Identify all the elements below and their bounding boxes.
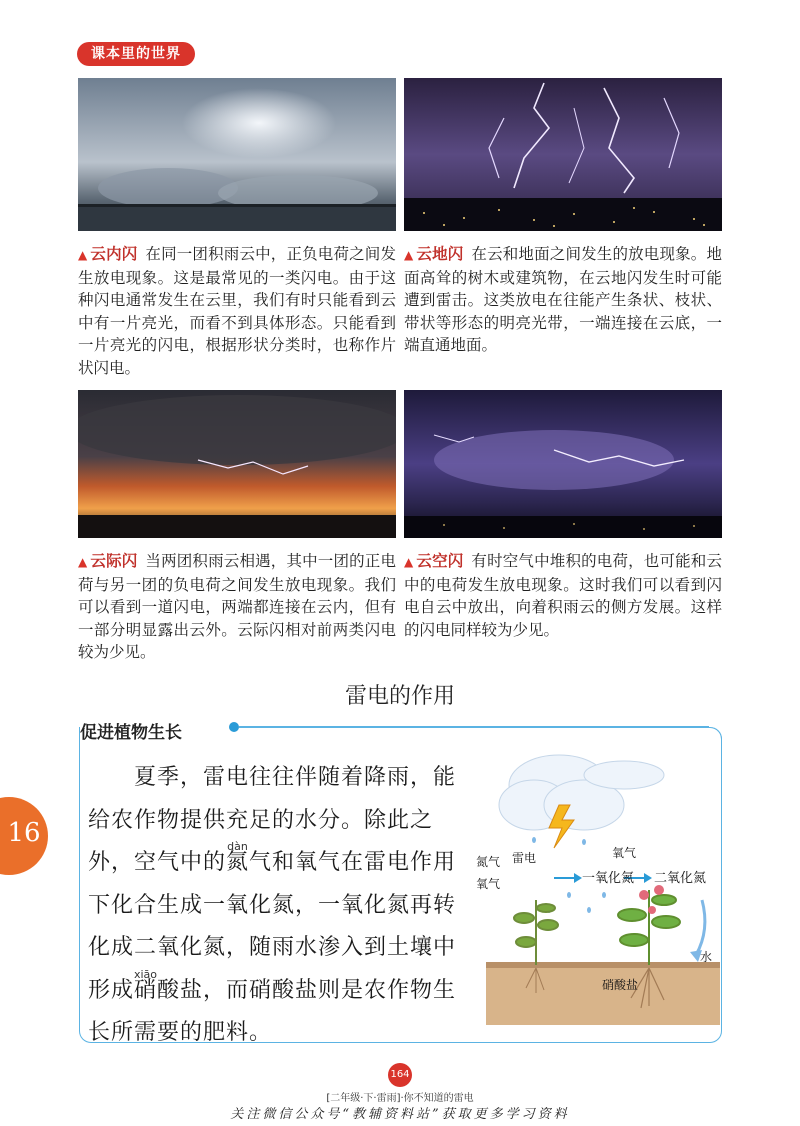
pinyin: dàn: [227, 840, 248, 853]
body-text: [88, 757, 473, 1055]
body-text-part: 夏季，雷电往往伴随着降雨，能给农作物提供充足的水分。除此之外，空气中的: [88, 765, 457, 875]
label-nitrogen-dioxide: 二氧化氮: [654, 871, 707, 886]
caption-term: 云地闪: [416, 245, 464, 263]
caption-intracloud: [78, 243, 396, 379]
cloud-to-ground-lightning-photo: [404, 78, 722, 231]
footer-page-number: 164: [388, 1063, 412, 1087]
content-box-corner: [708, 727, 722, 741]
body-text-part: 气和氧气在雷电作用下化合生成一氧化氮，一氧化氮再转化成二氧化氮，随雨水渗入到土壤中形成: [88, 850, 457, 1003]
section-title: 雷电的作用: [344, 684, 455, 709]
subsection-title: 促进植物生长: [80, 723, 182, 743]
pinyin: xiāo: [133, 967, 158, 981]
cloud-to-cloud-lightning-photo: [78, 390, 396, 538]
ruby-char: 氮: [226, 850, 250, 875]
body-text-part: 酸盐，而硝酸盐则是农作物生长所需要的肥料。: [88, 977, 457, 1045]
label-water: 水: [700, 950, 713, 964]
caption-text: 当两团积雨云相遇，其中一团的正电荷与另一团的负电荷之间发生放电现象。我们可以看到一道闪电，两端都连接在云内，但有一部分明显露出云外。云际闪相对前两类闪电较为少见。: [78, 552, 396, 661]
triangle-marker-icon: ▲: [404, 555, 414, 569]
page-number: 16: [7, 818, 41, 848]
ruby-char: 硝: [134, 977, 158, 1003]
diagram-illustration: [474, 750, 720, 1025]
triangle-marker-icon: ▲: [78, 555, 88, 569]
cloud-to-air-lightning-photo: [404, 390, 722, 538]
triangle-marker-icon: ▲: [404, 248, 414, 262]
caption-cloud-to-cloud: [78, 550, 396, 664]
sunset-storm-photo: [78, 390, 396, 538]
caption-term: 云内闪: [90, 245, 138, 263]
caption-text: 在同一团积雨云中，正负电荷之间发生放电现象。这是最常见的一类闪电。由于这种闪电通常发生在云里，我们有时只能看到云中有一片亮光，而看不到具体形态。只能看到一片亮光的闪电，根据形状分类时，也称作片状闪电。: [78, 245, 396, 377]
storm-cloud-photo: [78, 78, 396, 231]
caption-text: 有时空气中堆积的电荷，也可能和云中的电荷发生放电现象。这时我们可以看到闪电自云中放出，向着积雨云的侧方发展。这样的闪电同样较为少见。: [404, 552, 722, 639]
label-nitrate: 硝酸盐: [602, 978, 639, 992]
caption-cloud-to-air: [404, 550, 722, 641]
ground-lightning-photo: [404, 78, 722, 231]
label-nitric-oxide: 一氧化氮: [582, 871, 635, 886]
caption-cloud-to-ground: [404, 243, 722, 357]
label-thunder: 雷电: [512, 851, 537, 865]
label-nitrogen: 氮气: [476, 855, 501, 869]
intracloud-lightning-photo: [78, 78, 396, 231]
footer-ad: 关注微信公众号“教辅资料站”获取更多学习资料: [230, 1107, 570, 1122]
footer-series: [二年级·下·雷雨]·你不知道的雷电: [326, 1093, 474, 1104]
caption-text: 在云和地面之间发生的放电现象。地面高耸的树木或建筑物，在云地闪发生时可能遭到雷击。这类放电在往能产生条状、枝状、带状等形态的明亮光带，一端连接在云底，一端直通地面。: [404, 245, 722, 354]
caption-term: 云际闪: [90, 552, 138, 570]
caption-term: 云空闪: [416, 552, 464, 570]
night-storm-photo: [404, 390, 722, 538]
section-badge: 课本里的世界: [77, 42, 195, 66]
label-oxygen-left: 氧气: [476, 877, 501, 891]
nitrogen-cycle-diagram: [474, 750, 720, 1025]
label-oxygen-right: 氧气: [612, 846, 637, 860]
ruby-nitrogen: [226, 842, 249, 885]
triangle-marker-icon: ▲: [78, 248, 88, 262]
ruby-nitrate: [133, 967, 158, 1013]
